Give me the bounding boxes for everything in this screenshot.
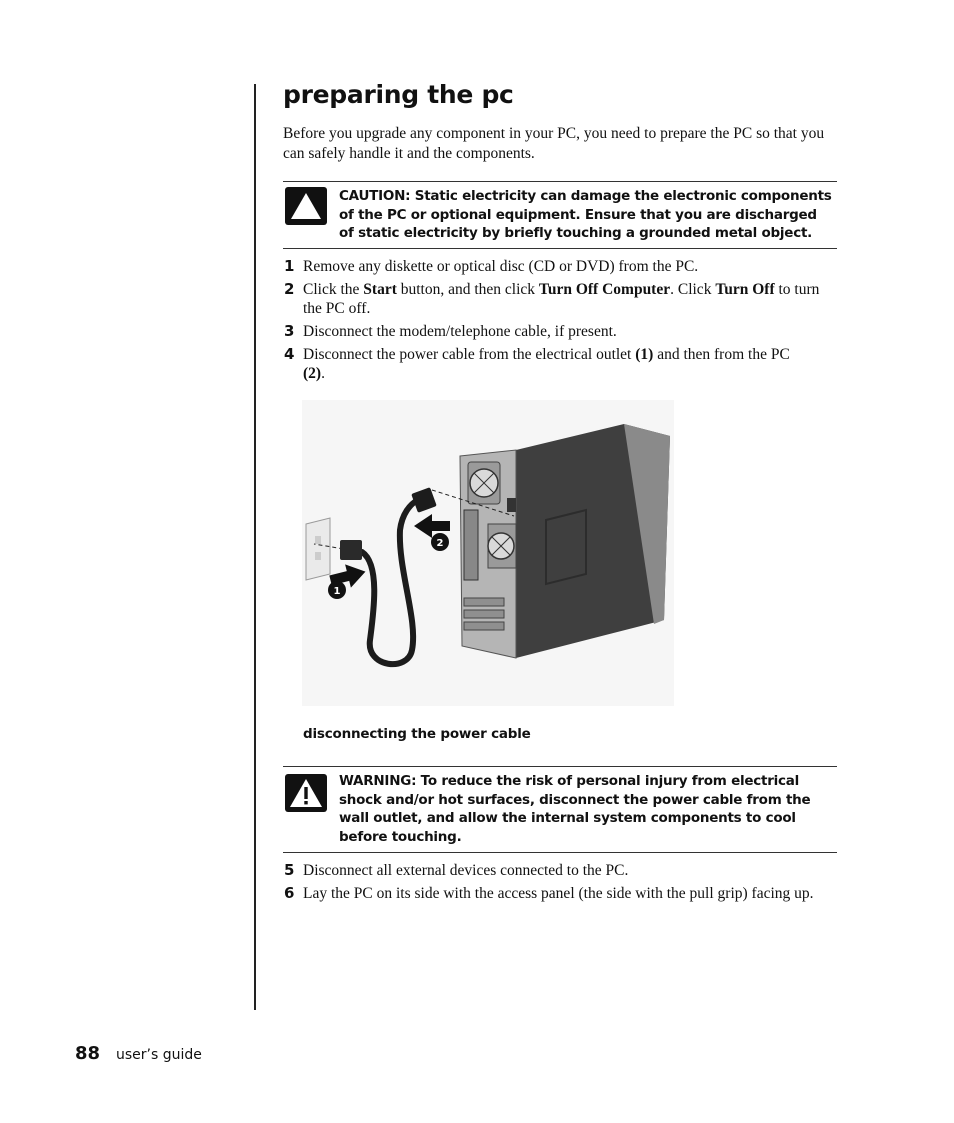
- steps-list-a: [283, 257, 843, 387]
- step-text: to turn the PC off.: [303, 281, 820, 317]
- step-3: [283, 322, 843, 341]
- callout-1-label: 1: [333, 586, 341, 597]
- step-text: and then from the PC: [653, 346, 790, 363]
- step-number: 6: [284, 884, 295, 902]
- callout-2: [431, 533, 449, 551]
- ui-term-start: Start: [363, 281, 397, 298]
- step-number: 1: [284, 257, 295, 275]
- callout-1: [328, 581, 346, 599]
- margin-rule: [254, 84, 256, 1010]
- callout-ref-2: (2): [303, 365, 322, 382]
- warning-text: WARNING: To reduce the risk of personal injury from electrical shock and/or hot surfaces, disconnect the power cable from the wall outlet, and allow the internal system components to cool before touching.: [339, 773, 811, 845]
- step-text: Disconnect the power cable from the electrical outlet: [303, 346, 636, 363]
- warning-exclamation-icon: [285, 774, 327, 812]
- step-text: Disconnect all external devices connected to the PC.: [303, 862, 629, 879]
- step-text: Disconnect the modem/telephone cable, if present.: [303, 323, 617, 340]
- caution-triangle-icon: [285, 187, 327, 225]
- footer-label: user’s guide: [116, 1047, 202, 1063]
- power-cable-illustration: [302, 400, 674, 706]
- page-number: 88: [75, 1043, 101, 1064]
- step-1: [283, 257, 843, 276]
- step-text: .: [321, 365, 325, 382]
- step-5: [283, 861, 843, 880]
- callout-2-label: 2: [436, 538, 444, 549]
- step-number: 2: [284, 280, 295, 298]
- wall-outlet-icon: [306, 518, 330, 580]
- step-number: 4: [284, 345, 295, 363]
- step-text: Lay the PC on its side with the access panel (the side with the pull grip) facing up.: [303, 885, 814, 902]
- step-number: 5: [284, 861, 295, 879]
- steps-list-b: [283, 861, 843, 907]
- step-4: [283, 345, 803, 383]
- step-text: Click the: [303, 281, 364, 298]
- step-text: button, and then click: [396, 281, 539, 298]
- callout-ref-1: (1): [635, 346, 654, 363]
- ui-term-turn-off: Turn Off: [715, 281, 775, 298]
- page-title: preparing the pc: [283, 80, 514, 109]
- pc-tower-icon: [460, 424, 670, 658]
- step-text: Remove any diskette or optical disc (CD or DVD) from the PC.: [303, 258, 699, 275]
- caution-notice: [283, 181, 837, 249]
- step-2: [283, 280, 833, 318]
- ui-term-turn-off-computer: Turn Off Computer: [538, 281, 671, 298]
- figure-caption: disconnecting the power cable: [303, 726, 531, 742]
- caution-text: CAUTION: Static electricity can damage the electronic components of the PC or optional equipment. Ensure that you are discharged of static electricity by briefly touching a grounded metal object.: [339, 188, 832, 241]
- warning-notice: [283, 766, 837, 853]
- step-number: 3: [284, 322, 295, 340]
- step-6: [283, 884, 823, 903]
- intro-paragraph: Before you upgrade any component in your PC, you need to prepare the PC so that you can safely handle it and the components.: [283, 125, 825, 162]
- step-text: . Click: [670, 281, 716, 298]
